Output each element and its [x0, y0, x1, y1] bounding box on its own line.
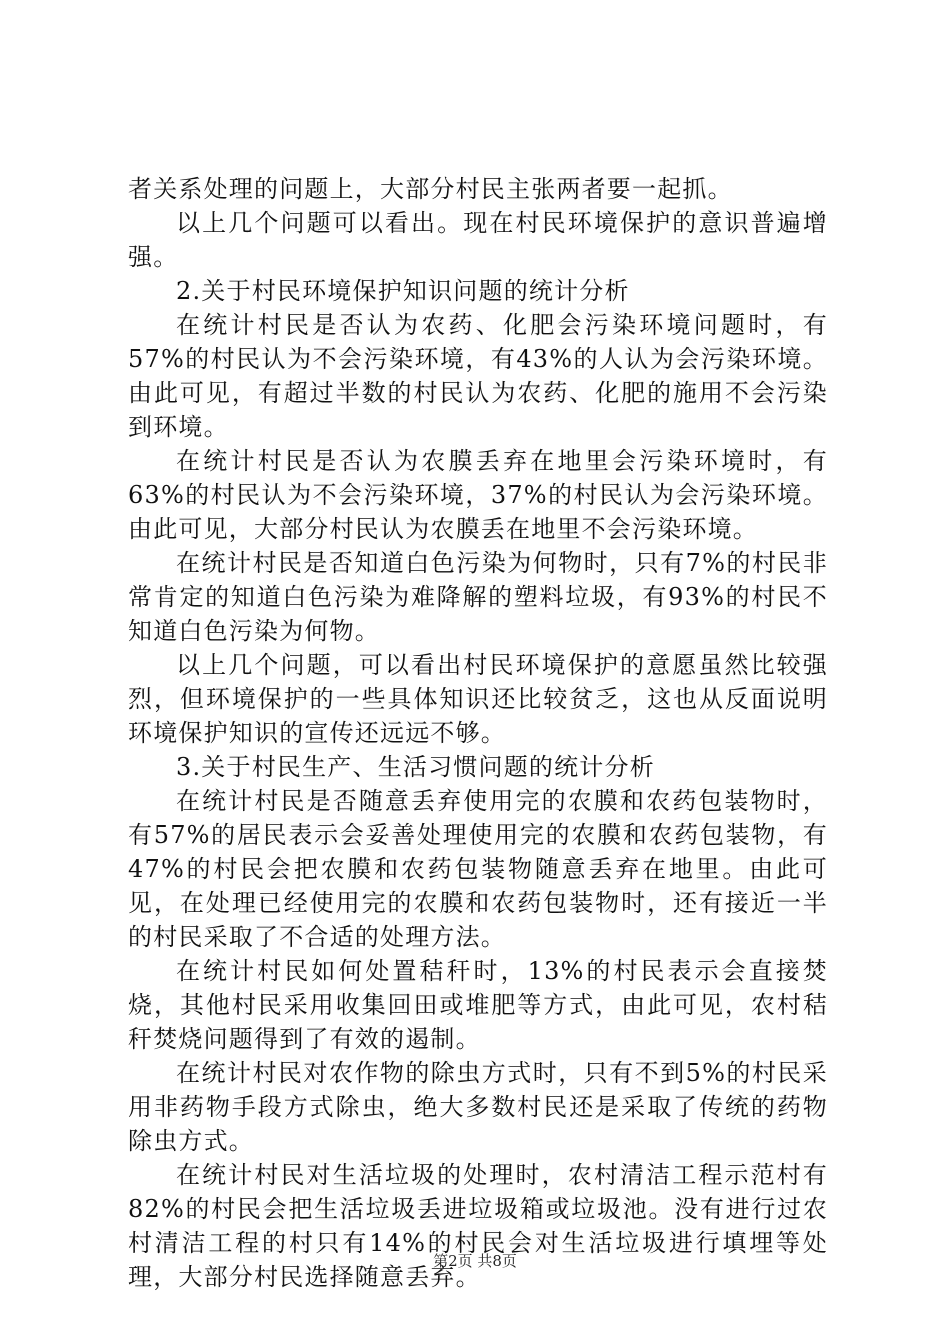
- document-body: [128, 172, 828, 1294]
- paragraph: 在统计村民对农作物的除虫方式时，只有不到5%的村民采用非药物手段方式除虫，绝大多数村民还是采取了传统的药物除虫方式。: [128, 1059, 828, 1155]
- paragraph: 以上几个问题，可以看出村民环境保护的意愿虽然比较强烈，但环境保护的一些具体知识还比较贫乏，这也从反面说明环境保护知识的宣传还远远不够。: [128, 651, 828, 747]
- paragraph: 在统计村民如何处置秸秆时，13%的村民表示会直接焚烧，其他村民采用收集回田或堆肥等方式，由此可见，农村秸秆焚烧问题得到了有效的遏制。: [128, 957, 828, 1053]
- paragraph: 以上几个问题可以看出。现在村民环境保护的意识普遍增强。: [128, 209, 828, 271]
- paragraph: 在统计村民是否认为农药、化肥会污染环境问题时，有57%的村民认为不会污染环境，有43%的人认为会污染环境。由此可见，有超过半数的村民认为农药、化肥的施用不会污染到环境。: [128, 311, 828, 441]
- page-footer: 第2页 共8页: [433, 1252, 517, 1270]
- paragraph: 在统计村民是否随意丢弃使用完的农膜和农药包装物时，有57%的居民表示会妥善处理使用完的农膜和农药包装物，有47%的村民会把农膜和农药包装物随意丢弃在地里。由此可见，在处理已经使用完的农膜和农药包装物时，还有接近一半的村民采取了不合适的处理方法。: [128, 787, 828, 951]
- paragraph-continuation: 者关系处理的问题上，大部分村民主张两者要一起抓。: [128, 175, 733, 203]
- paragraph: 在统计村民是否知道白色污染为何物时，只有7%的村民非常肯定的知道白色污染为难降解的塑料垃圾，有93%的村民不知道白色污染为何物。: [128, 549, 828, 645]
- section-heading: 2.关于村民环境保护知识问题的统计分析: [176, 277, 630, 305]
- paragraph: 在统计村民对生活垃圾的处理时，农村清洁工程示范村有82%的村民会把生活垃圾丢进垃圾箱或垃圾池。没有进行过农村清洁工程的村只有14%的村民会对生活垃圾进行填埋等处理，大部分村民选择随意丢弃。: [128, 1161, 828, 1291]
- section-heading: 3.关于村民生产、生活习惯问题的统计分析: [176, 753, 655, 781]
- paragraph: 在统计村民是否认为农膜丢弃在地里会污染环境时，有63%的村民认为不会污染环境，37%的村民认为会污染环境。由此可见，大部分村民认为农膜丢在地里不会污染环境。: [128, 447, 828, 543]
